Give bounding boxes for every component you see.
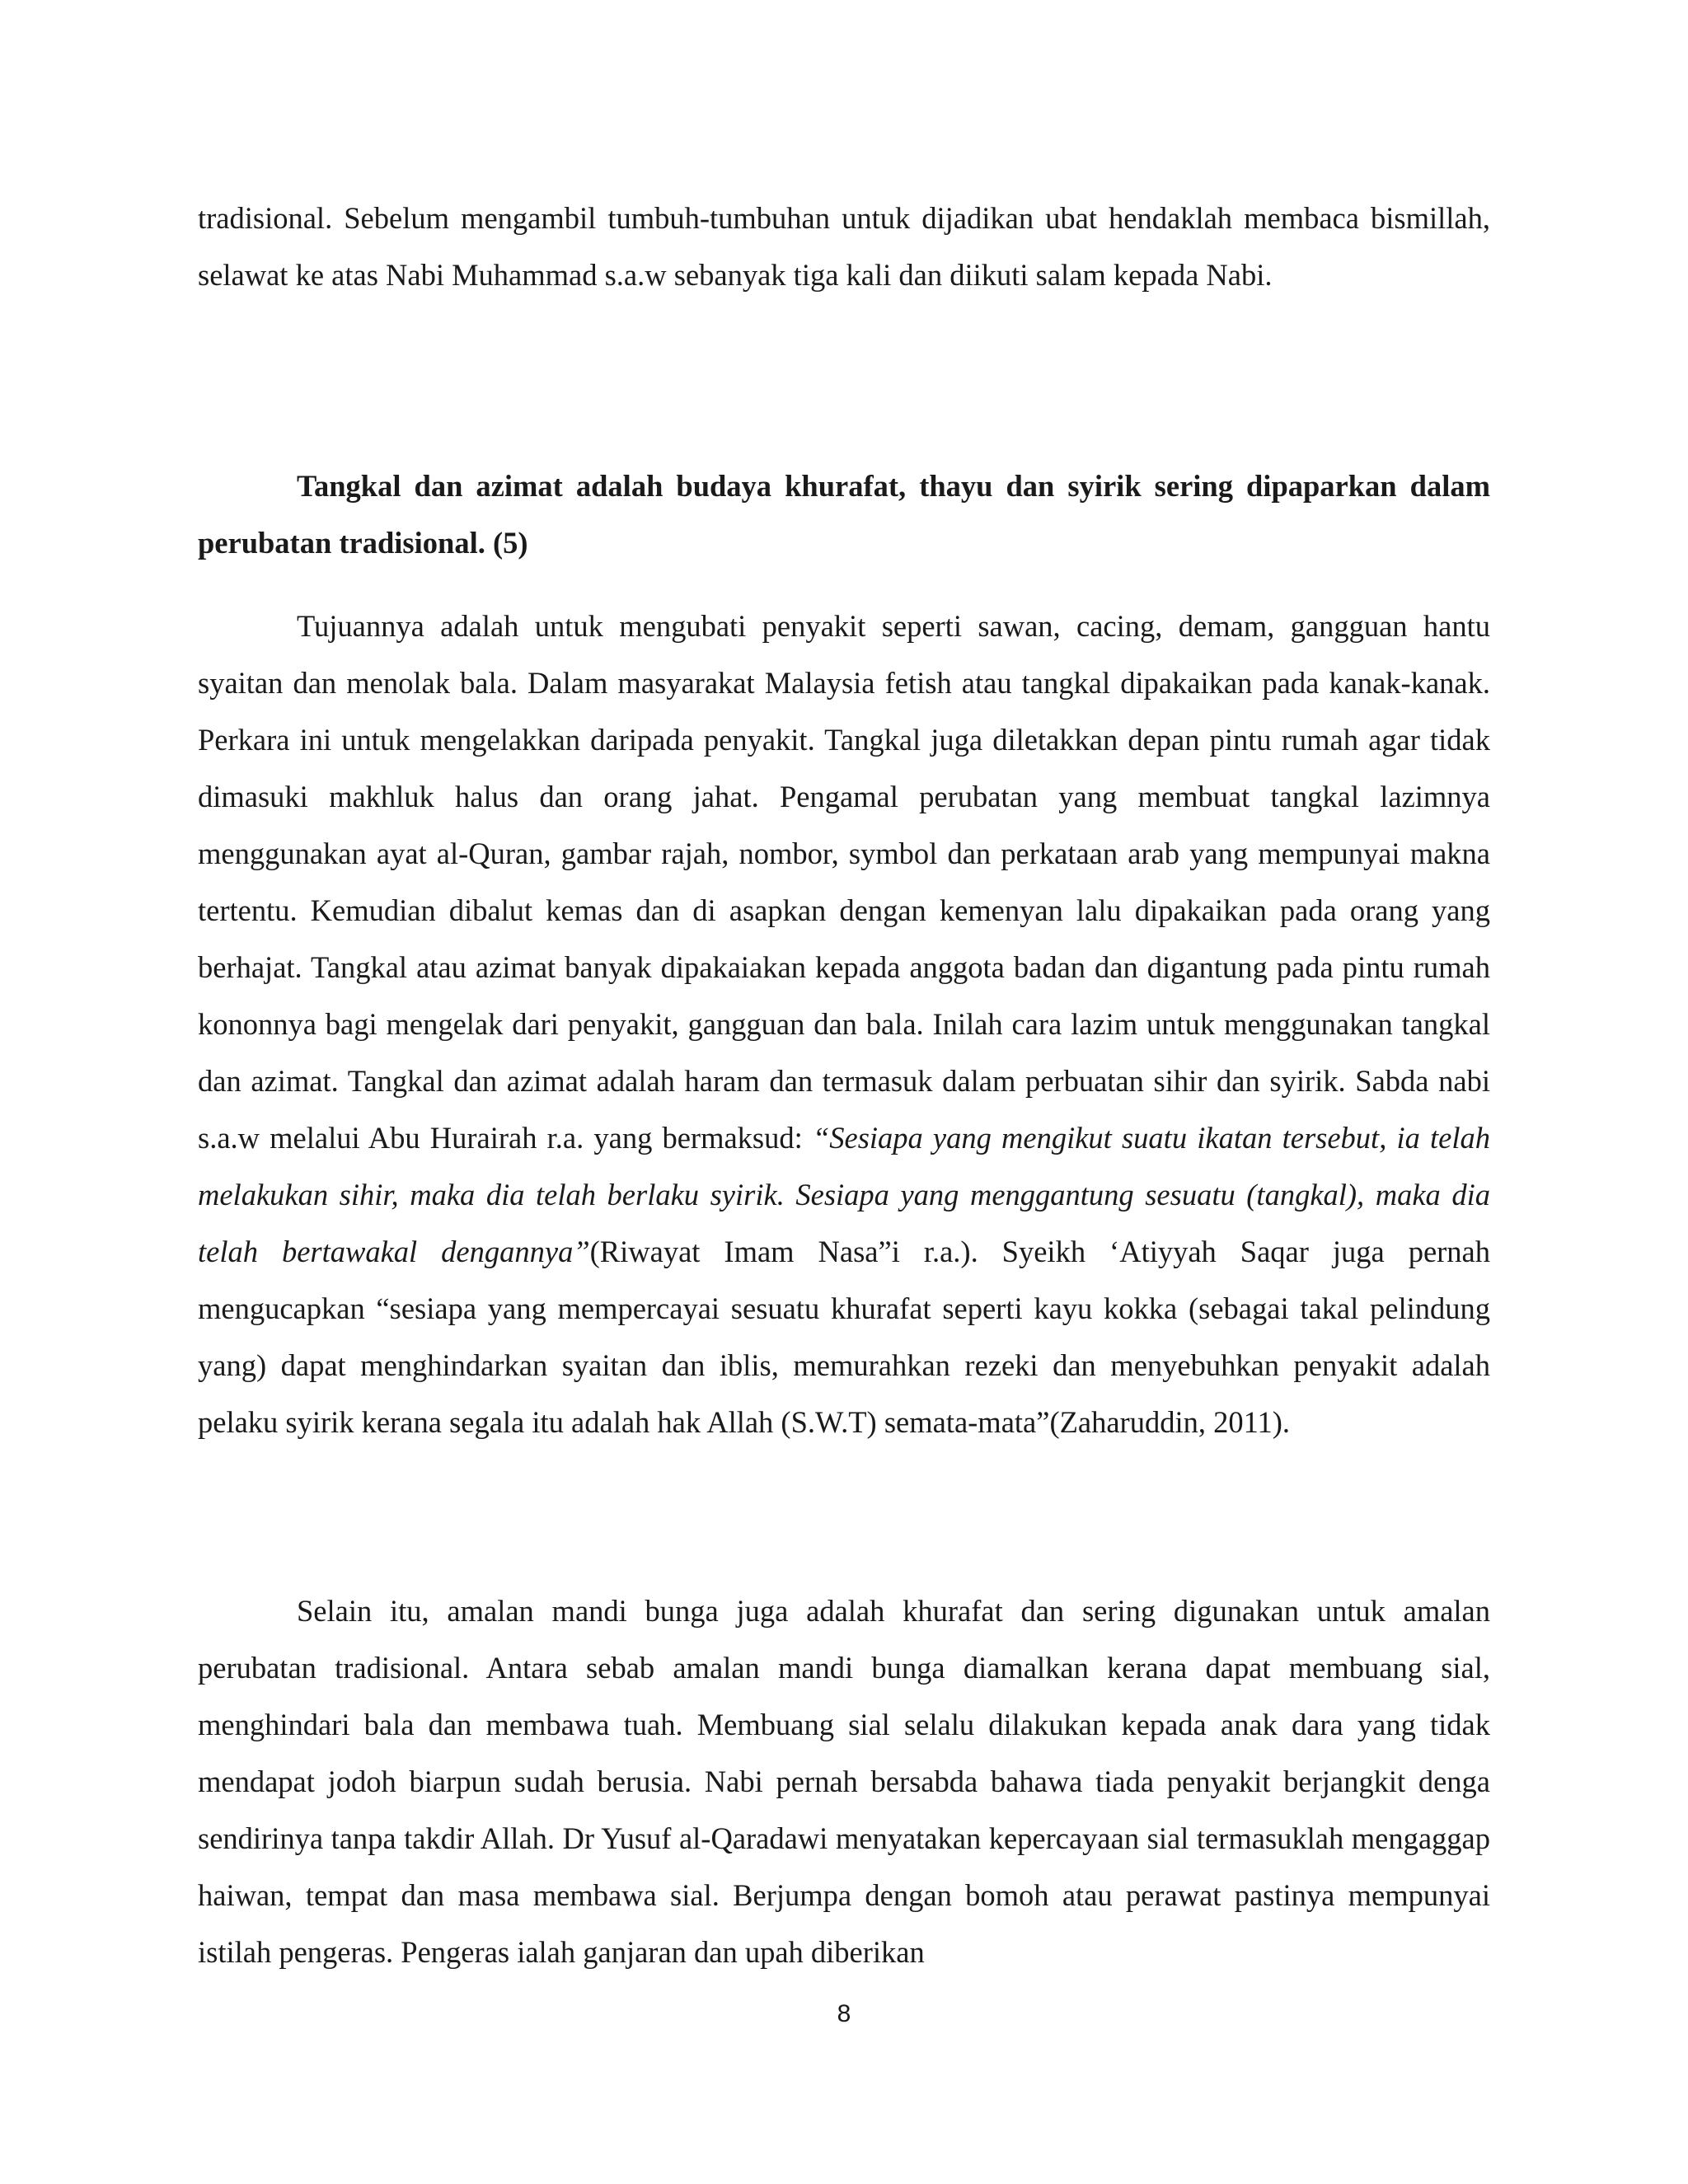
paragraph-continued-text: tradisional. Sebelum mengambil tumbuh-tumbuhan untuk dijadikan ubat hendaklah membaca bismillah, selawat ke atas Nabi Muhammad s.a.w sebanyak tiga kali dan diikuti salam kepada Nabi.: [198, 201, 1490, 292]
section-heading: [198, 457, 1490, 571]
paragraph-tangkal-part1: Tujuannya adalah untuk mengubati penyakit seperti sawan, cacing, demam, gangguan hantu syaitan dan menolak bala. Dalam masyarakat Malaysia fetish atau tangkal dipakaikan pada kanak-kanak. Perkara ini untuk mengelakkan daripada penyakit. Tangkal juga diletakkan depan pintu rumah agar tidak dimasuki makhluk halus dan orang jahat. Pengamal perubatan yang membuat tangkal lazimnya menggunakan ayat al-Quran, gambar rajah, nombor, symbol dan perkataan arab yang mempunyai makna tertentu. Kemudian dibalut kemas dan di asapkan dengan kemenyan lalu dipakaikan pada orang yang berhajat. Tangkal atau azimat banyak dipakaiakan kepada anggota badan dan digantung pada pintu rumah kononnya bagi mengelak dari penyakit, gangguan dan bala. Inilah cara lazim untuk menggunakan tangkal dan azimat. Tangkal dan azimat adalah haram dan termasuk dalam perbuatan sihir dan syirik. Sabda nabi s.a.w melalui Abu Hurairah r.a. yang bermaksud:: [198, 609, 1490, 1155]
paragraph-tangkal-text: [198, 598, 1490, 1451]
section-heading-text: Tangkal dan azimat adalah budaya khurafat, thayu dan syirik sering dipaparkan dalam perubatan tradisional. (5): [198, 469, 1490, 560]
paragraph-tangkal-part2: (Riwayat Imam Nasa”i r.a.). Syeikh ‘Atiyyah Saqar juga pernah mengucapkan “sesiapa yang mempercayai sesuatu khurafat seperti kayu kokka (sebagai takal pelindung yang) dapat menghindarkan syaitan dan iblis, memurahkan rezeki dan menyebuhkan penyakit adalah pelaku syirik kerana segala itu adalah hak Allah (S.W.T) semata-mata”(Zaharuddin, 2011).: [198, 1235, 1490, 1439]
paragraph-mandi-bunga: [198, 1582, 1490, 1980]
paragraph-tangkal: [198, 598, 1490, 1451]
page-number: 8: [837, 2000, 851, 2027]
hadith-quote: “Sesiapa yang mengikut suatu ikatan tersebut, ia telah melakukan sihir, maka dia telah berlaku syirik. Sesiapa yang menggantung sesuatu (tangkal), maka dia telah bertawakal dengannya”: [198, 1121, 1490, 1268]
paragraph-mandi-bunga-text: Selain itu, amalan mandi bunga juga adalah khurafat dan sering digunakan untuk amalan perubatan tradisional. Antara sebab amalan mandi bunga diamalkan kerana dapat membuang sial, menghindari bala dan membawa tuah. Membuang sial selalu dilakukan kepada anak dara yang tidak mendapat jodoh biarpun sudah berusia. Nabi pernah bersabda bahawa tiada penyakit berjangkit denga sendirinya tanpa takdir Allah. Dr Yusuf al-Qaradawi menyatakan kepercayaan sial termasuklah mengaggap haiwan, tempat dan masa membawa sial. Berjumpa dengan bomoh atau perawat pastinya mempunyai istilah pengeras. Pengeras ialah ganjaran dan upah diberikan: [198, 1594, 1490, 1969]
paragraph-continued: [198, 190, 1490, 303]
